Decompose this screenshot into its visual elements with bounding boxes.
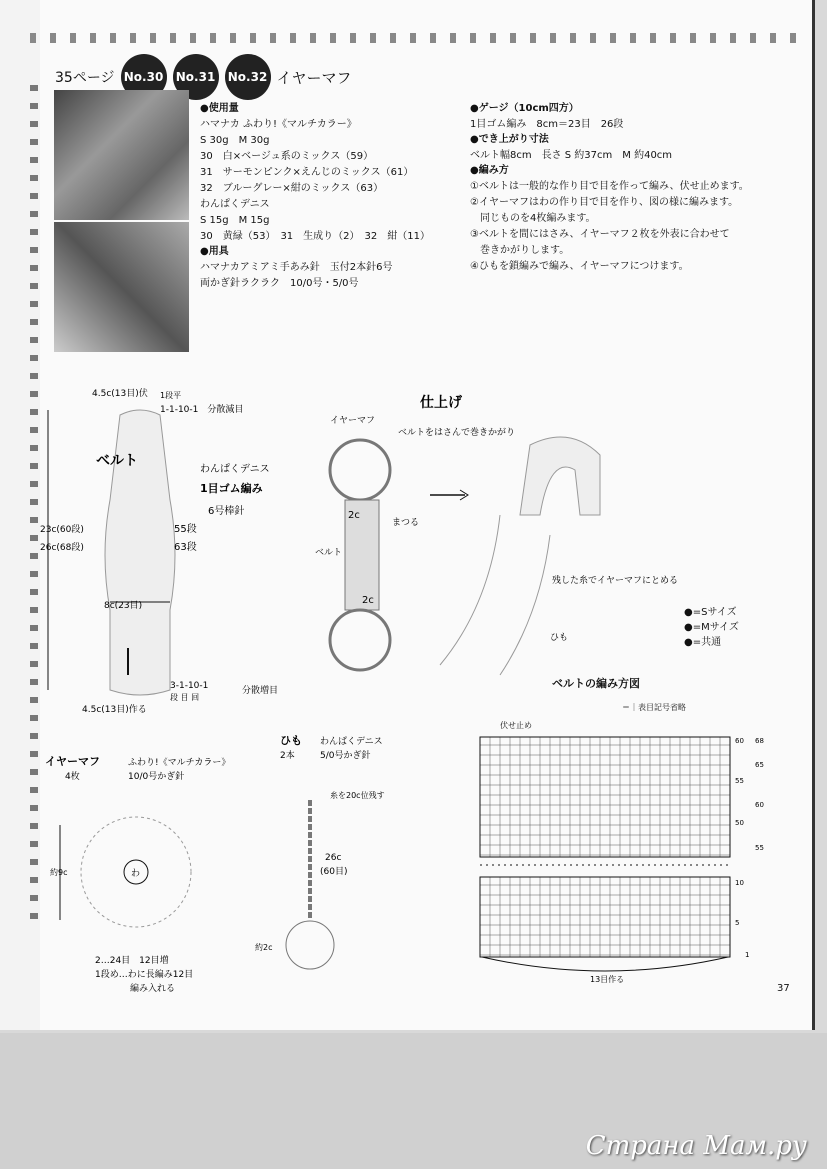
page-number: 37 — [777, 983, 790, 994]
finishing-diagram — [310, 385, 679, 685]
earmuff-dia: 約9c — [50, 868, 68, 877]
belt-bottom: 4.5c(13目)作る — [82, 705, 147, 715]
belt-stitch: 1目ゴム編み — [200, 482, 263, 495]
method-line: ④ひもを鎖編みで編み、イヤーマフにつけます。 — [470, 261, 689, 272]
row-label: 5 — [735, 919, 740, 927]
yarn-line: 30 白×ベージュ系のミックス（59） — [200, 151, 374, 162]
photo-child-earmuffs — [54, 90, 189, 220]
method-line: 同じものを4枚編みます。 — [470, 213, 596, 224]
row-label-m: 60 — [755, 801, 764, 809]
badge-no31: No.31 — [173, 54, 219, 100]
earmuff-ring: わ — [131, 869, 141, 879]
earmuff-yarn: ふわり!《マルチカラー》 — [128, 758, 231, 768]
badge-no32: No.32 — [225, 54, 271, 100]
belt-diagram — [30, 380, 310, 720]
method-line: 巻きかがりします。 — [470, 245, 570, 256]
yarn-heading: ●使用量 — [200, 103, 239, 114]
belt-top-note1: 1段平 — [160, 391, 182, 400]
row-label: 60 — [735, 737, 744, 745]
cord-tail: 糸を20c位残す — [330, 791, 385, 800]
row-label: 10 — [735, 879, 744, 887]
size-heading: ●でき上がり寸法 — [470, 134, 549, 145]
cord-hook: 5/0号かぎ針 — [320, 751, 371, 761]
method-line: ③ベルトを間にはさみ、イヤーマフ２枚を外表に合わせて — [470, 229, 730, 240]
page-ref: 35ページ — [55, 70, 115, 86]
row-label-m: 55 — [755, 844, 764, 852]
gauge-heading: ●ゲージ（10cm四方） — [470, 103, 579, 114]
row-label: 1 — [745, 951, 750, 959]
belt-needle: 6号棒針 — [208, 506, 245, 517]
belt-width: 8c(23目) — [104, 601, 143, 611]
gauge-line: 1目ゴム編み 8cm＝23目 26段 — [470, 119, 624, 130]
yarn-line: 32 ブルーグレー×紺のミックス（63） — [200, 183, 384, 194]
finish-remain: 残した糸でイヤーマフにとめる — [552, 576, 679, 586]
cord-count: 2本 — [280, 751, 295, 761]
belt-bottom-note: 3-1-10-1 — [170, 681, 209, 691]
earmuff-count: 4枚 — [65, 772, 80, 782]
yarn-line: 31 サーモンピンク×えんじのミックス（61） — [200, 167, 414, 178]
cord-dia: 約2c — [255, 943, 273, 952]
belt-rows: 55段 — [174, 524, 197, 535]
earmuff-note1: 2…24目 12目増 — [95, 956, 169, 966]
belt-label: ベルト — [96, 453, 138, 469]
belt-top: 4.5c(13目)伏 — [92, 389, 148, 399]
row-label-m: 68 — [755, 737, 764, 745]
belt-top-note2: 1-1-10-1 分散減目 — [160, 405, 244, 415]
earmuff-note2: 1段め…わに長編み12目 — [95, 970, 194, 980]
photo-earmuffs — [54, 222, 189, 352]
knitting-chart — [470, 725, 770, 995]
watermark: Страна Мам.ру — [585, 1131, 807, 1161]
belt-length-m: 26c(68段) — [40, 543, 84, 553]
cord-title: ひも — [280, 734, 302, 747]
method-line: ①ベルトは一般的な作り目で目を作って編み、伏せ止めます。 — [470, 181, 749, 192]
finish-belt: ベルト — [315, 548, 343, 558]
tools-heading: ●用具 — [200, 246, 229, 257]
finish-matsuru: まつる — [392, 518, 420, 528]
footer — [0, 1033, 827, 1169]
method-line: ②イヤーマフはわの作り目で目を作り、図の様に編みます。 — [470, 197, 739, 208]
belt-yarn: わんぱくデニス — [200, 464, 270, 475]
row-label: 55 — [735, 777, 744, 785]
badge-no30: No.30 — [121, 54, 167, 100]
method-heading: ●編み方 — [470, 165, 509, 176]
finish-2c-a: 2c — [348, 510, 360, 521]
chart-legend: ＝｜表目記号省略 — [622, 703, 686, 712]
cord-len: 26c — [325, 853, 342, 863]
yarn-line: わんぱくデニス — [200, 199, 270, 210]
yarn-line: 30 黄緑（53） 31 生成り（2） 32 紺（11） — [200, 231, 430, 242]
earmuff-diagram — [40, 745, 270, 1000]
chart-cast-on: 13目作る — [590, 975, 625, 984]
belt-inc: 分散増目 — [242, 686, 279, 696]
finish-earmuff: イヤーマフ — [330, 416, 376, 426]
cord-len2: (60目) — [320, 867, 348, 877]
tool-line: 両かぎ針ラクラク 10/0号・5/0号 — [200, 278, 359, 289]
cord-yarn: わんぱくデニス — [320, 737, 383, 747]
legend-s: ●=Sサイズ — [684, 607, 737, 618]
earmuff-title: イヤーマフ — [45, 755, 100, 768]
earmuff-note3: 編み入れる — [130, 984, 176, 994]
earmuff-hook: 10/0号かぎ針 — [128, 772, 185, 782]
size-line: ベルト幅8cm 長さ S 約37cm M 約40cm — [470, 150, 673, 161]
belt-rows-m: 63段 — [174, 542, 197, 553]
row-label: 50 — [735, 819, 744, 827]
page-title: イヤーマフ — [276, 68, 352, 87]
row-label-m: 65 — [755, 761, 764, 769]
yarn-line: S 15g M 15g — [200, 215, 270, 226]
belt-length: 23c(60段) — [40, 525, 84, 535]
legend-common: ●=共通 — [684, 637, 722, 648]
finish-belt-note: ベルトをはさんで巻きかがり — [398, 428, 516, 438]
legend-m: ●=Mサイズ — [684, 622, 739, 633]
tool-line: ハマナカアミアミ手あみ針 玉付2本針6号 — [200, 262, 393, 273]
finish-2c-b: 2c — [362, 595, 374, 606]
finish-title: 仕上げ — [420, 395, 462, 411]
cord-diagram — [255, 730, 455, 980]
finish-himo: ひも — [550, 633, 569, 643]
yarn-line: S 30g M 30g — [200, 135, 270, 146]
chart-bind-off: 伏せ止め — [500, 721, 532, 730]
chart-title: ベルトの編み方図 — [552, 677, 640, 690]
yarn-line: ハマナカ ふわり!《マルチカラー》 — [200, 119, 357, 130]
belt-bottom-note2: 段 目 回 — [170, 693, 200, 702]
top-decoration — [30, 33, 800, 43]
